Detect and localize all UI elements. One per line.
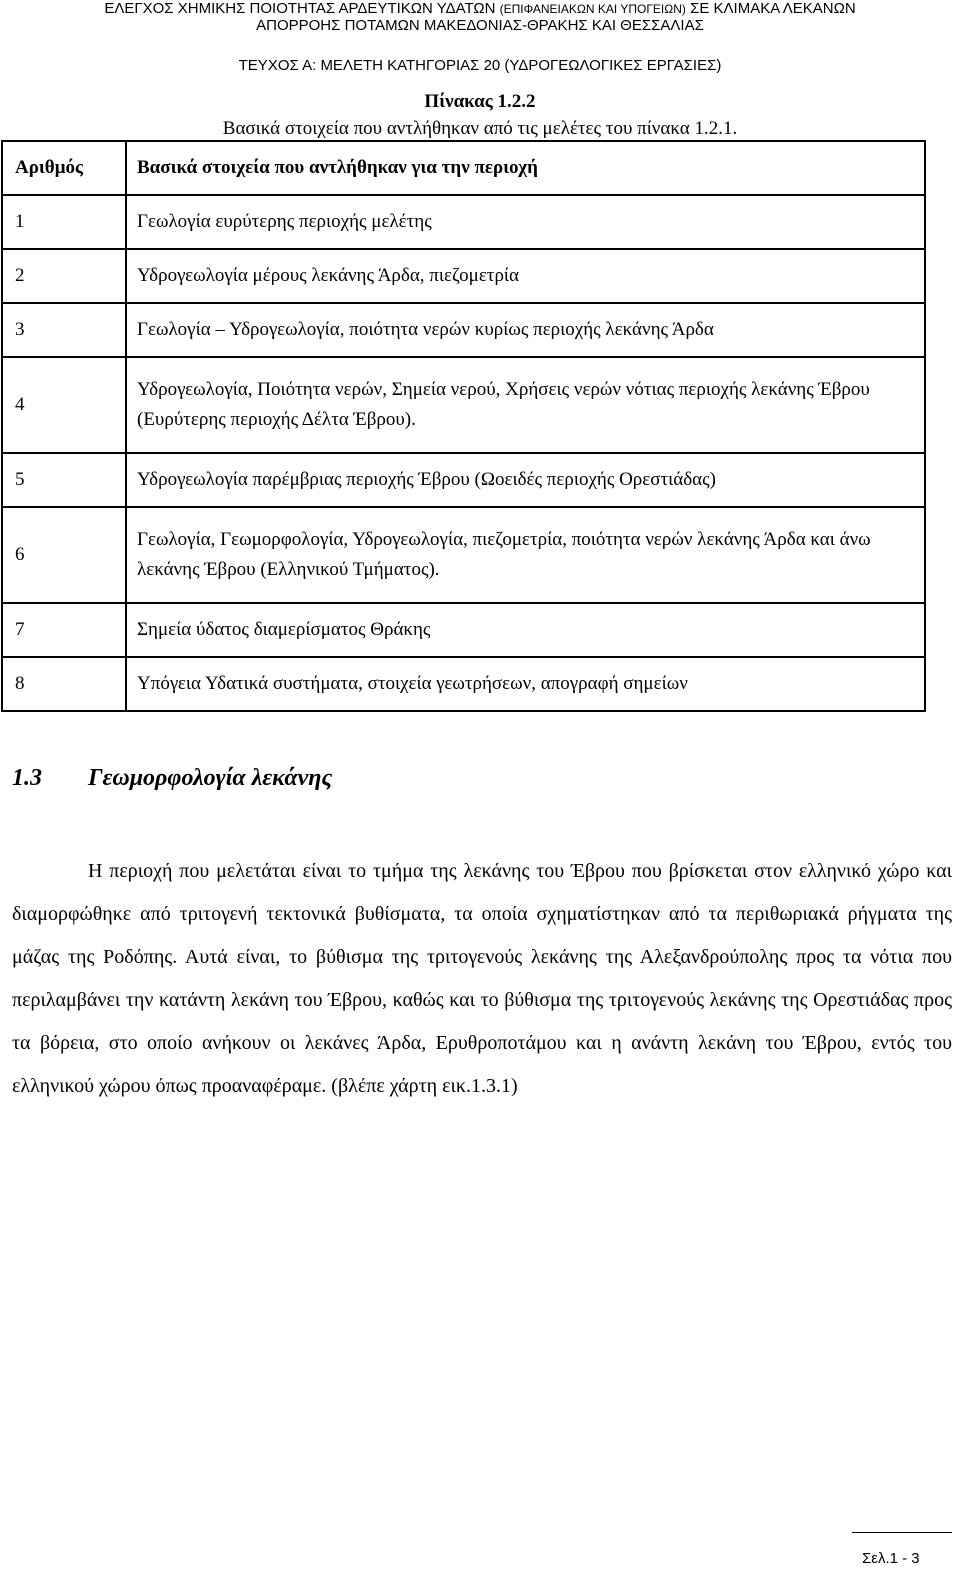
- table-header-row: [2, 141, 925, 195]
- row-text: Υδρογεωλογία μέρους λεκάνης Άρδα, πιεζομετρία: [126, 249, 925, 303]
- table-row: [2, 603, 925, 657]
- row-number: 6: [2, 507, 126, 603]
- row-number: 1: [2, 195, 126, 249]
- header-number: Αριθμός: [2, 141, 126, 195]
- table-row: [2, 657, 925, 711]
- row-text: Γεωλογία ευρύτερης περιοχής μελέτης: [126, 195, 925, 249]
- row-text: Γεωλογία – Υδρογεωλογία, ποιότητα νερών κυρίως περιοχής λεκάνης Άρδα: [126, 303, 925, 357]
- row-number: 7: [2, 603, 126, 657]
- row-text: Υδρογεωλογία παρέμβριας περιοχής Έβρου (Ωοειδές περιοχής Ορεστιάδας): [126, 453, 925, 507]
- header-line1-end: ΣΕ ΚΛΙΜΑΚΑ ΛΕΚΑΝΩΝ: [690, 0, 856, 17]
- running-header-line-2: ΑΠΟΡΡΟΗΣ ΠΟΤΑΜΩΝ ΜΑΚΕΔΟΝΙΑΣ-ΘΡΑΚΗΣ ΚΑΙ ΘΕΣΣΑΛΙΑΣ: [256, 17, 704, 34]
- row-number: 4: [2, 357, 126, 453]
- section-body-paragraph: Η περιοχή που μελετάται είναι το τμήμα της λεκάνης του Έβρου που βρίσκεται στον ελληνικό χώρο και διαμορφώθηκε από τριτογενή τεκτονικά βυθίσματα, τα οποία σχηματίστηκαν από τα περιθωριακά ρήγματα της μάζας της Ροδόπης. Αυτά είναι, το βύθισμα της τριτογενούς λεκάνης της Αλεξανδρούπολης προς τα νότια που περιλαμβάνει την κατάντη λεκάνη του Έβρου, καθώς και το βύθισμα της τριτογενούς λεκάνης της Ορεστιάδας προς τα βόρεια, στο οποίο ανήκουν οι λεκάνες Άρδα, Ερυθροποτάμου και η ανάντη λεκάνη του Έβρου, εντός του ελληνικού χώρου όπως προαναφέραμε. (βλέπε χάρτη εικ.1.3.1): [12, 860, 952, 1097]
- header-line1-main: ΕΛΕΓΧΟΣ ΧΗΜΙΚΗΣ ΠΟΙΟΤΗΤΑΣ ΑΡΔΕΥΤΙΚΩΝ ΥΔΑΤΩΝ: [104, 0, 496, 17]
- table-row: [2, 357, 925, 453]
- table-row: [2, 453, 925, 507]
- row-number: 8: [2, 657, 126, 711]
- row-number: 2: [2, 249, 126, 303]
- page-number: Σελ.1 - 3: [862, 1550, 920, 1567]
- row-text: Γεωλογία, Γεωμορφολογία, Υδρογεωλογία, πιεζομετρία, ποιότητα νερών λεκάνης Άρδα και άνω λεκάνης Έβρου (Ελληνικού Τμήματος).: [126, 507, 925, 603]
- table-caption-subtitle: Βασικά στοιχεία που αντλήθηκαν από τις μελέτες του πίνακα 1.2.1.: [222, 118, 738, 139]
- row-number: 3: [2, 303, 126, 357]
- section-number: 1.3: [12, 765, 42, 791]
- section-title: Γεωμορφολογία λεκάνης: [88, 765, 333, 791]
- row-number: 5: [2, 453, 126, 507]
- row-text: Υδρογεωλογία, Ποιότητα νερών, Σημεία νερού, Χρήσεις νερών νότιας περιοχής λεκάνης Έβρου (Ευρύτερης περιοχής Δέλτα Έβρου).: [126, 357, 925, 453]
- header-line1-small: (ΕΠΙΦΑΝΕΙΑΚΩΝ ΚΑΙ ΥΠΟΓΕΙΩΝ): [499, 2, 686, 16]
- table-caption-title: Πίνακας 1.2.2: [424, 91, 536, 112]
- studies-table: [1, 140, 926, 712]
- row-text: Σημεία ύδατος διαμερίσματος Θράκης: [126, 603, 925, 657]
- table-row: [2, 249, 925, 303]
- running-header-line-3: ΤΕΥΧΟΣ Α: ΜΕΛΕΤΗ ΚΑΤΗΓΟΡΙΑΣ 20 (ΥΔΡΟΓΕΩΛΟΓΙΚΕΣ ΕΡΓΑΣΙΕΣ): [238, 57, 722, 74]
- table-row: [2, 303, 925, 357]
- running-header-line-1: [0, 0, 960, 18]
- table-row: [2, 507, 925, 603]
- table-row: [2, 195, 925, 249]
- row-text: Υπόγεια Υδατικά συστήματα, στοιχεία γεωτρήσεων, απογραφή σημείων: [126, 657, 925, 711]
- header-data: Βασικά στοιχεία που αντλήθηκαν για την περιοχή: [126, 141, 925, 195]
- footer-rule: [852, 1532, 952, 1533]
